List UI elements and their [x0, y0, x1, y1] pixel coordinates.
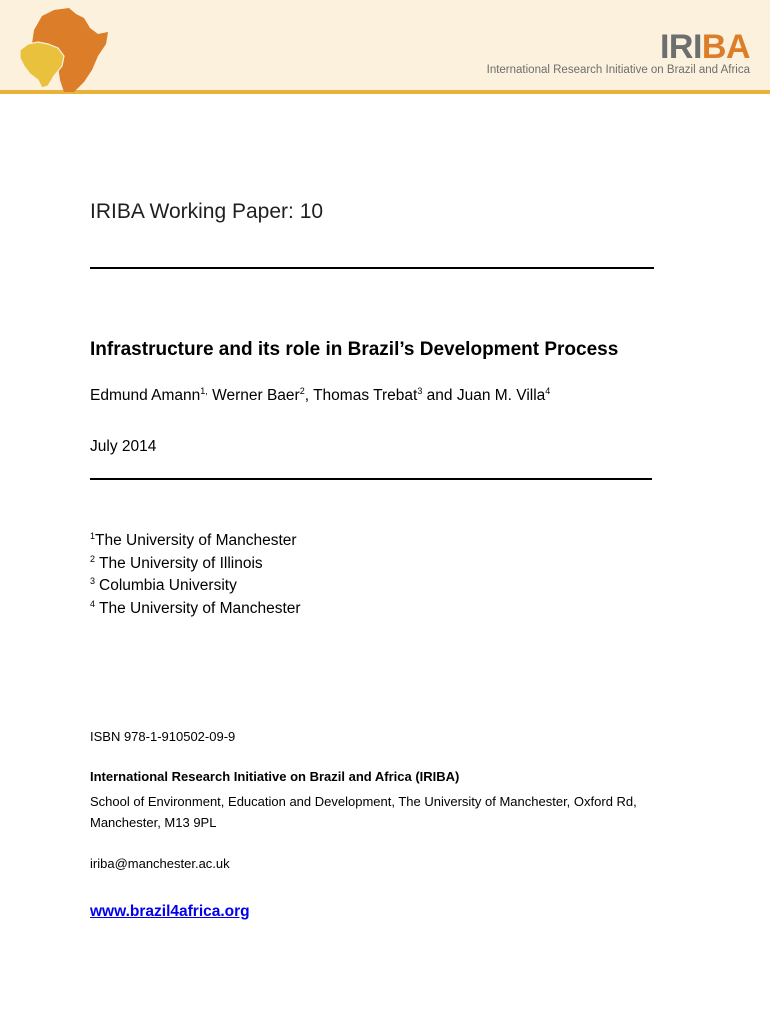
author-name: Juan M. Villa [456, 387, 546, 404]
organization-address: School of Environment, Education and Development, The University of Manchester, Oxford Rd, Manchester, M13 9PL [90, 794, 637, 830]
affiliation-mark: 3 [90, 576, 96, 587]
affiliation-item [90, 598, 301, 621]
affiliation-name: The University of Manchester [99, 600, 301, 618]
affiliation-name: The University of Illinois [99, 554, 263, 572]
affiliation-item [90, 553, 301, 576]
affiliation-mark: 2 [90, 553, 96, 564]
divider-rule-top [90, 267, 654, 269]
affiliation-item [90, 575, 301, 598]
author-separator: , [304, 387, 314, 404]
affiliation-name: The University of Manchester [95, 532, 297, 549]
author-name: Thomas Trebat [313, 387, 418, 404]
affiliation-item [90, 530, 301, 553]
affiliation-mark: 4 [90, 598, 96, 609]
brand-tagline: International Research Initiative on Brazil and Africa [486, 64, 750, 76]
affiliation-list [90, 530, 301, 621]
affiliation-mark: 1 [90, 530, 96, 541]
publication-date: July 2014 [90, 438, 157, 455]
author-mark: 4 [545, 385, 551, 396]
author-separator: and [422, 387, 457, 404]
series-title: IRIBA Working Paper: 10 [90, 200, 324, 223]
brand-wordmark [487, 30, 750, 64]
brand-wordmark-grey: IRI [659, 28, 702, 66]
paper-title: Infrastructure and its role in Brazil’s Development Process [90, 339, 619, 360]
divider-rule-bottom [90, 478, 652, 480]
brazil-africa-map-icon [14, 4, 114, 96]
organization-name: International Research Initiative on Brazil and Africa (IRIBA) [90, 769, 460, 784]
website-link[interactable]: www.brazil4africa.org [90, 903, 250, 920]
author-mark: 2 [299, 385, 305, 396]
author-name: Edmund Amann [90, 387, 201, 404]
header-divider [0, 90, 770, 94]
author-mark: 3 [417, 385, 423, 396]
author-line [90, 387, 550, 405]
isbn: ISBN 978-1-910502-09-9 [90, 729, 236, 744]
contact-email: iriba@manchester.ac.uk [90, 856, 230, 871]
iriba-brand [487, 30, 750, 76]
affiliation-name: Columbia University [99, 577, 237, 595]
author-name: Werner Baer [212, 387, 300, 404]
author-mark: 1, [200, 385, 208, 396]
brand-wordmark-orange: BA [701, 28, 750, 66]
brazil-shape [20, 42, 64, 88]
